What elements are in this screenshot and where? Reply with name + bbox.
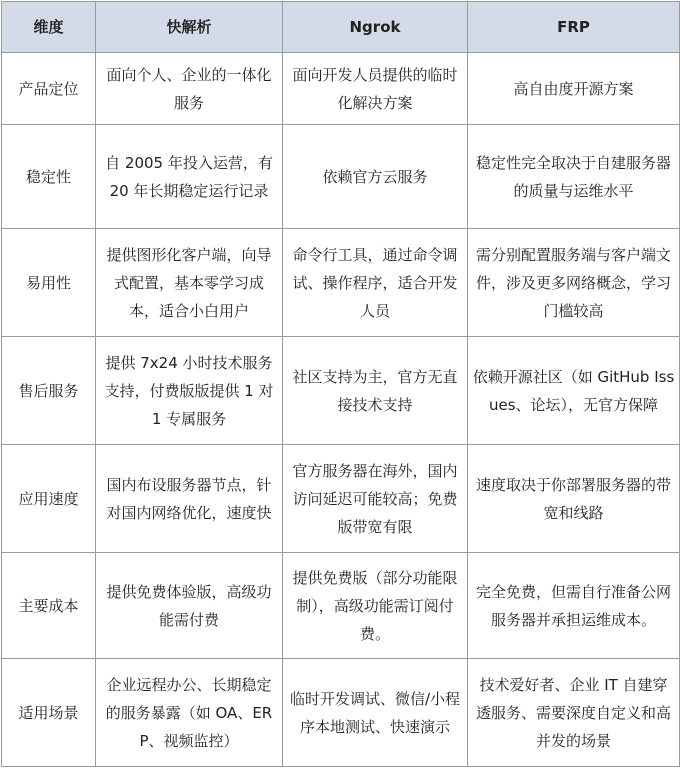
row-dimension: 主要成本 xyxy=(2,553,96,659)
cell-ngrok: 官方服务器在海外，国内访问延迟可能较高；免费版带宽有限 xyxy=(283,445,468,553)
cell-kuaijiexi: 提供免费体验版，高级功能需付费 xyxy=(96,553,283,659)
row-dimension: 适用场景 xyxy=(2,659,96,767)
cell-frp: 完全免费，但需自行准备公网服务器并承担运维成本。 xyxy=(468,553,680,659)
header-dimension: 维度 xyxy=(2,2,96,53)
cell-ngrok: 社区支持为主，官方无直接技术支持 xyxy=(283,337,468,445)
row-dimension: 售后服务 xyxy=(2,337,96,445)
cell-frp: 稳定性完全取决于自建服务器的质量与运维水平 xyxy=(468,125,680,229)
cell-kuaijiexi: 企业远程办公、长期稳定的服务暴露（如 OA、ERP、视频监控） xyxy=(96,659,283,767)
cell-ngrok: 依赖官方云服务 xyxy=(283,125,468,229)
cell-ngrok: 提供免费版（部分功能限制），高级功能需订阅付费。 xyxy=(283,553,468,659)
row-dimension: 稳定性 xyxy=(2,125,96,229)
table-row xyxy=(2,337,680,445)
cell-kuaijiexi: 自 2005 年投入运营，有 20 年长期稳定运行记录 xyxy=(96,125,283,229)
table-row xyxy=(2,659,680,767)
comparison-table xyxy=(1,1,680,767)
table-row xyxy=(2,553,680,659)
table-row xyxy=(2,229,680,337)
cell-kuaijiexi: 提供图形化客户端，向导式配置，基本零学习成本，适合小白用户 xyxy=(96,229,283,337)
table-row xyxy=(2,53,680,125)
table-row xyxy=(2,125,680,229)
header-frp: FRP xyxy=(468,2,680,53)
cell-ngrok: 面向开发人员提供的临时化解决方案 xyxy=(283,53,468,125)
cell-frp: 需分别配置服务端与客户端文件，涉及更多网络概念，学习门槛较高 xyxy=(468,229,680,337)
cell-kuaijiexi: 面向个人、企业的一体化服务 xyxy=(96,53,283,125)
cell-ngrok: 命令行工具，通过命令调试、操作程序，适合开发人员 xyxy=(283,229,468,337)
cell-frp: 依赖开源社区（如 GitHub Issues、论坛），无官方保障 xyxy=(468,337,680,445)
cell-frp: 高自由度开源方案 xyxy=(468,53,680,125)
table-row xyxy=(2,445,680,553)
cell-frp: 速度取决于你部署服务器的带宽和线路 xyxy=(468,445,680,553)
cell-frp: 技术爱好者、企业 IT 自建穿透服务、需要深度自定义和高并发的场景 xyxy=(468,659,680,767)
header-ngrok: Ngrok xyxy=(283,2,468,53)
header-row xyxy=(2,2,680,53)
row-dimension: 应用速度 xyxy=(2,445,96,553)
cell-kuaijiexi: 国内布设服务器节点，针对国内网络优化，速度快 xyxy=(96,445,283,553)
header-kuaijiexi: 快解析 xyxy=(96,2,283,53)
row-dimension: 易用性 xyxy=(2,229,96,337)
cell-kuaijiexi: 提供 7x24 小时技术服务支持，付费版版提供 1 对 1 专属服务 xyxy=(96,337,283,445)
cell-ngrok: 临时开发调试、微信/小程序本地测试、快速演示 xyxy=(283,659,468,767)
row-dimension: 产品定位 xyxy=(2,53,96,125)
